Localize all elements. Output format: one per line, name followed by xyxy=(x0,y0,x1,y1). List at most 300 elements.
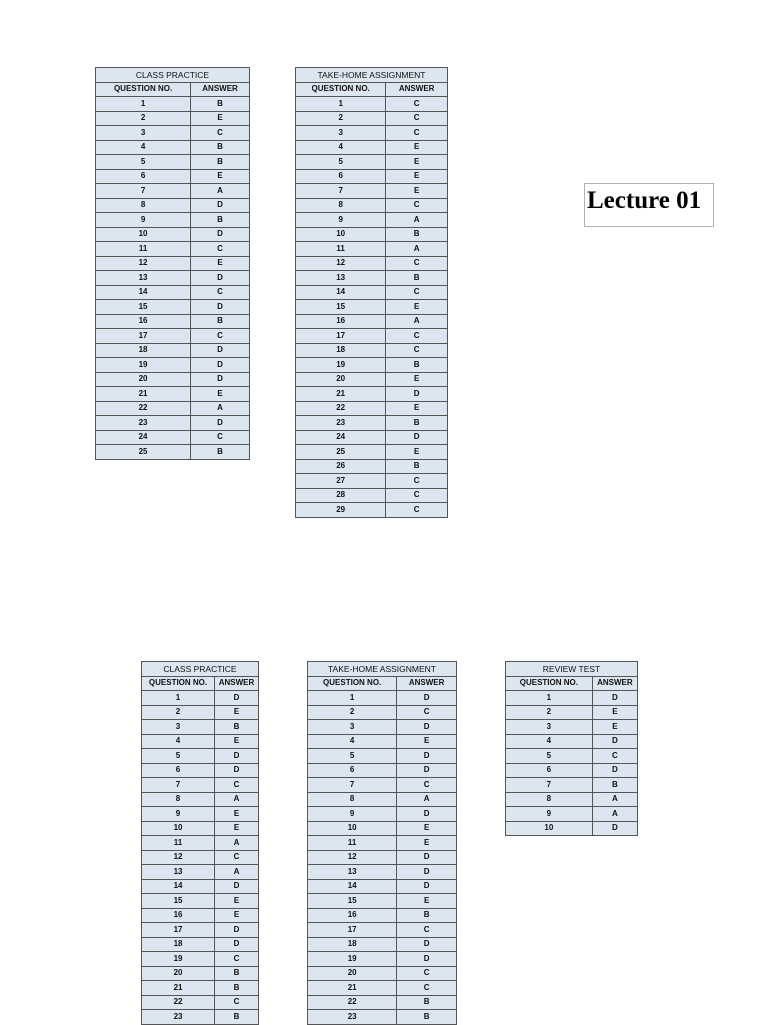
answer-cell: A xyxy=(215,865,259,880)
question-number: 18 xyxy=(308,937,397,952)
answer-cell: B xyxy=(386,227,448,242)
answer-cell: A xyxy=(191,401,250,416)
answer-cell: E xyxy=(386,445,448,460)
table-row xyxy=(142,705,259,720)
table-row xyxy=(96,242,250,257)
table-row xyxy=(308,1010,457,1025)
question-number: 22 xyxy=(308,995,397,1010)
question-number: 2 xyxy=(142,705,215,720)
answer-cell: C xyxy=(215,952,259,967)
table-row xyxy=(308,691,457,706)
question-number: 12 xyxy=(296,256,386,271)
table-row xyxy=(142,865,259,880)
table-row xyxy=(308,995,457,1010)
question-number: 20 xyxy=(96,372,191,387)
table-row xyxy=(308,821,457,836)
answer-cell: B xyxy=(386,416,448,431)
question-number: 1 xyxy=(506,691,593,706)
table-row xyxy=(308,836,457,851)
question-number: 26 xyxy=(296,459,386,474)
question-number: 13 xyxy=(296,271,386,286)
answer-cell: D xyxy=(191,343,250,358)
table-header-row xyxy=(506,676,638,691)
question-number: 4 xyxy=(308,734,397,749)
table-row xyxy=(142,879,259,894)
table-row xyxy=(96,401,250,416)
question-number: 7 xyxy=(506,778,593,793)
table-row xyxy=(506,763,638,778)
answer-cell: B xyxy=(592,778,637,793)
question-number: 6 xyxy=(296,169,386,184)
answer-cell: B xyxy=(191,155,250,170)
table-row xyxy=(296,358,448,373)
answer-cell: A xyxy=(191,184,250,199)
table-row xyxy=(96,256,250,271)
table-row xyxy=(96,285,250,300)
question-number: 2 xyxy=(96,111,191,126)
table-title: REVIEW TEST xyxy=(506,662,638,677)
table-title: CLASS PRACTICE xyxy=(142,662,259,677)
answer-cell: E xyxy=(191,387,250,402)
answer-cell: D xyxy=(191,198,250,213)
table-row xyxy=(96,416,250,431)
table-row xyxy=(296,445,448,460)
table-row xyxy=(296,488,448,503)
question-number: 9 xyxy=(506,807,593,822)
question-number: 1 xyxy=(308,691,397,706)
answer-cell: B xyxy=(191,140,250,155)
answer-cell: A xyxy=(397,792,457,807)
table-row xyxy=(96,198,250,213)
table-row xyxy=(308,763,457,778)
answer-cell: D xyxy=(397,763,457,778)
table-row xyxy=(142,908,259,923)
answer-cell: C xyxy=(215,995,259,1010)
answer-cell: B xyxy=(215,720,259,735)
answer-cell: C xyxy=(386,126,448,141)
answer-cell: D xyxy=(397,691,457,706)
table-row xyxy=(296,97,448,112)
answer-cell: E xyxy=(191,169,250,184)
table-row xyxy=(142,734,259,749)
answer-cell: A xyxy=(215,836,259,851)
table-row xyxy=(296,314,448,329)
table-row xyxy=(296,198,448,213)
table-row xyxy=(296,271,448,286)
table-row xyxy=(96,126,250,141)
table-row xyxy=(296,213,448,228)
table-row xyxy=(308,778,457,793)
question-number: 7 xyxy=(142,778,215,793)
table-row xyxy=(296,256,448,271)
question-number: 20 xyxy=(296,372,386,387)
answer-cell: E xyxy=(397,894,457,909)
question-number: 3 xyxy=(506,720,593,735)
answer-cell: B xyxy=(386,271,448,286)
answer-cell: D xyxy=(215,749,259,764)
question-number: 5 xyxy=(142,749,215,764)
table-row xyxy=(142,778,259,793)
answer-cell: D xyxy=(397,952,457,967)
question-number: 3 xyxy=(96,126,191,141)
table-header-row xyxy=(142,676,259,691)
table-row xyxy=(296,227,448,242)
question-number: 7 xyxy=(308,778,397,793)
table-row xyxy=(142,720,259,735)
table-row xyxy=(308,908,457,923)
question-number: 10 xyxy=(506,821,593,836)
question-no-header: QUESTION NO. xyxy=(96,82,191,97)
question-number: 6 xyxy=(96,169,191,184)
answer-cell: D xyxy=(215,937,259,952)
answer-cell: B xyxy=(215,1010,259,1025)
table-header-row xyxy=(96,82,250,97)
question-number: 5 xyxy=(96,155,191,170)
question-number: 17 xyxy=(296,329,386,344)
table-row xyxy=(142,952,259,967)
table-row xyxy=(142,894,259,909)
question-number: 17 xyxy=(96,329,191,344)
answer-cell: C xyxy=(386,488,448,503)
table-row xyxy=(296,430,448,445)
table-row xyxy=(96,140,250,155)
answer-cell: A xyxy=(386,213,448,228)
table-title: CLASS PRACTICE xyxy=(96,68,250,83)
answer-cell: A xyxy=(215,792,259,807)
answer-cell: B xyxy=(215,966,259,981)
question-number: 4 xyxy=(296,140,386,155)
table-row xyxy=(96,430,250,445)
answer-cell: E xyxy=(215,705,259,720)
answer-cell: D xyxy=(397,879,457,894)
answer-cell: E xyxy=(386,300,448,315)
question-number: 10 xyxy=(142,821,215,836)
table-row xyxy=(296,387,448,402)
answer-cell: C xyxy=(191,285,250,300)
table-row xyxy=(308,734,457,749)
answer-cell: E xyxy=(191,256,250,271)
question-number: 2 xyxy=(308,705,397,720)
question-number: 8 xyxy=(96,198,191,213)
question-number: 8 xyxy=(308,792,397,807)
question-number: 11 xyxy=(96,242,191,257)
table-row xyxy=(506,778,638,793)
table-row xyxy=(142,691,259,706)
table-row xyxy=(506,705,638,720)
table-row xyxy=(296,459,448,474)
question-number: 12 xyxy=(96,256,191,271)
table-row xyxy=(296,372,448,387)
answer-cell: E xyxy=(386,155,448,170)
table-row xyxy=(142,763,259,778)
table-row xyxy=(308,792,457,807)
answer-cell: A xyxy=(386,242,448,257)
question-number: 9 xyxy=(96,213,191,228)
answer-key-table xyxy=(141,661,259,1025)
question-number: 22 xyxy=(142,995,215,1010)
answer-cell: E xyxy=(191,111,250,126)
table-row xyxy=(96,343,250,358)
question-number: 1 xyxy=(142,691,215,706)
question-number: 13 xyxy=(308,865,397,880)
table-row xyxy=(296,140,448,155)
question-number: 15 xyxy=(96,300,191,315)
question-number: 4 xyxy=(142,734,215,749)
answer-cell: D xyxy=(215,879,259,894)
table-title: TAKE-HOME ASSIGNMENT xyxy=(296,68,448,83)
question-number: 1 xyxy=(296,97,386,112)
question-no-header: QUESTION NO. xyxy=(506,676,593,691)
answer-cell: C xyxy=(386,256,448,271)
answer-cell: C xyxy=(397,966,457,981)
question-number: 15 xyxy=(296,300,386,315)
table-row xyxy=(308,850,457,865)
question-number: 28 xyxy=(296,488,386,503)
answer-header: ANSWER xyxy=(592,676,637,691)
answer-cell: C xyxy=(386,285,448,300)
question-number: 21 xyxy=(296,387,386,402)
question-number: 23 xyxy=(96,416,191,431)
answer-cell: B xyxy=(191,213,250,228)
question-number: 20 xyxy=(308,966,397,981)
answer-cell: E xyxy=(386,184,448,199)
table-row xyxy=(308,720,457,735)
answer-cell: E xyxy=(215,734,259,749)
table-row xyxy=(296,126,448,141)
question-number: 6 xyxy=(308,763,397,778)
answer-cell: E xyxy=(215,807,259,822)
answer-cell: A xyxy=(386,314,448,329)
table-row xyxy=(308,749,457,764)
question-number: 14 xyxy=(96,285,191,300)
table-title-row xyxy=(296,68,448,83)
answer-cell: E xyxy=(592,705,637,720)
answer-cell: E xyxy=(386,372,448,387)
answer-cell: D xyxy=(191,271,250,286)
table-row xyxy=(96,169,250,184)
answer-key-table xyxy=(95,67,250,460)
table-row xyxy=(142,966,259,981)
answer-cell: A xyxy=(592,792,637,807)
table-row xyxy=(142,836,259,851)
table-row xyxy=(506,821,638,836)
table-row xyxy=(96,372,250,387)
answer-cell: B xyxy=(215,981,259,996)
question-number: 11 xyxy=(296,242,386,257)
answer-cell: D xyxy=(215,923,259,938)
question-number: 12 xyxy=(308,850,397,865)
answer-cell: D xyxy=(397,937,457,952)
table-row xyxy=(308,807,457,822)
table-row xyxy=(96,387,250,402)
answer-cell: E xyxy=(397,821,457,836)
question-number: 25 xyxy=(96,445,191,460)
table-title-row xyxy=(308,662,457,677)
table-row xyxy=(308,937,457,952)
question-number: 16 xyxy=(96,314,191,329)
answer-header: ANSWER xyxy=(386,82,448,97)
answer-cell: A xyxy=(592,807,637,822)
answer-cell: E xyxy=(397,836,457,851)
table-row xyxy=(96,184,250,199)
question-number: 23 xyxy=(142,1010,215,1025)
question-number: 22 xyxy=(96,401,191,416)
question-number: 10 xyxy=(308,821,397,836)
answer-cell: E xyxy=(215,894,259,909)
table-title: TAKE-HOME ASSIGNMENT xyxy=(308,662,457,677)
answer-cell: D xyxy=(215,763,259,778)
table-row xyxy=(296,416,448,431)
answer-cell: D xyxy=(386,430,448,445)
question-no-header: QUESTION NO. xyxy=(142,676,215,691)
question-number: 15 xyxy=(308,894,397,909)
question-number: 20 xyxy=(142,966,215,981)
answer-cell: C xyxy=(386,97,448,112)
table-row xyxy=(308,952,457,967)
answer-cell: B xyxy=(397,908,457,923)
question-number: 15 xyxy=(142,894,215,909)
table-row xyxy=(96,358,250,373)
table-row xyxy=(506,691,638,706)
answer-cell: C xyxy=(397,778,457,793)
table-row xyxy=(142,923,259,938)
question-number: 10 xyxy=(296,227,386,242)
question-number: 2 xyxy=(506,705,593,720)
question-number: 22 xyxy=(296,401,386,416)
answer-cell: E xyxy=(386,401,448,416)
answer-cell: D xyxy=(397,807,457,822)
table-row xyxy=(308,879,457,894)
answer-cell: B xyxy=(386,459,448,474)
table-row xyxy=(296,169,448,184)
question-number: 18 xyxy=(96,343,191,358)
table-title-row xyxy=(506,662,638,677)
table-row xyxy=(308,981,457,996)
question-number: 9 xyxy=(308,807,397,822)
table-row xyxy=(142,792,259,807)
table-row xyxy=(296,300,448,315)
table-row xyxy=(296,155,448,170)
answer-cell: C xyxy=(592,749,637,764)
answer-cell: C xyxy=(386,329,448,344)
table-row xyxy=(96,314,250,329)
answer-cell: D xyxy=(191,300,250,315)
answer-cell: B xyxy=(386,358,448,373)
question-number: 5 xyxy=(308,749,397,764)
question-number: 4 xyxy=(96,140,191,155)
table-row xyxy=(296,343,448,358)
table-row xyxy=(96,227,250,242)
question-no-header: QUESTION NO. xyxy=(296,82,386,97)
table-row xyxy=(142,749,259,764)
question-number: 14 xyxy=(296,285,386,300)
question-number: 16 xyxy=(308,908,397,923)
answer-cell: C xyxy=(191,329,250,344)
table-row xyxy=(142,981,259,996)
answer-cell: D xyxy=(592,734,637,749)
table-row xyxy=(506,720,638,735)
question-number: 9 xyxy=(142,807,215,822)
answer-cell: C xyxy=(386,474,448,489)
table-row xyxy=(506,749,638,764)
table-row xyxy=(506,734,638,749)
question-number: 6 xyxy=(142,763,215,778)
answer-cell: C xyxy=(397,923,457,938)
answer-cell: D xyxy=(592,821,637,836)
answer-cell: D xyxy=(386,387,448,402)
answer-cell: B xyxy=(397,1010,457,1025)
question-number: 17 xyxy=(308,923,397,938)
table-row xyxy=(96,445,250,460)
answer-cell: E xyxy=(592,720,637,735)
table-header-row xyxy=(296,82,448,97)
question-number: 7 xyxy=(296,184,386,199)
question-number: 23 xyxy=(296,416,386,431)
table-row xyxy=(96,329,250,344)
question-number: 24 xyxy=(296,430,386,445)
answer-cell: C xyxy=(386,111,448,126)
answer-cell: E xyxy=(397,734,457,749)
question-number: 8 xyxy=(506,792,593,807)
answer-cell: B xyxy=(191,314,250,329)
question-number: 8 xyxy=(296,198,386,213)
question-number: 5 xyxy=(506,749,593,764)
table-row xyxy=(142,937,259,952)
question-number: 8 xyxy=(142,792,215,807)
table-row xyxy=(96,271,250,286)
question-number: 19 xyxy=(142,952,215,967)
table-title-row xyxy=(142,662,259,677)
question-number: 5 xyxy=(296,155,386,170)
answer-key-table xyxy=(307,661,457,1025)
question-number: 11 xyxy=(308,836,397,851)
question-number: 21 xyxy=(308,981,397,996)
answer-header: ANSWER xyxy=(215,676,259,691)
answer-cell: C xyxy=(397,705,457,720)
table-row xyxy=(506,807,638,822)
table-row xyxy=(96,155,250,170)
answer-cell: D xyxy=(191,416,250,431)
answer-cell: C xyxy=(386,198,448,213)
question-number: 1 xyxy=(96,97,191,112)
answer-cell: E xyxy=(215,821,259,836)
question-number: 3 xyxy=(296,126,386,141)
answer-cell: C xyxy=(215,850,259,865)
question-number: 19 xyxy=(96,358,191,373)
answer-cell: D xyxy=(191,227,250,242)
answer-cell: C xyxy=(386,343,448,358)
answer-cell: D xyxy=(592,691,637,706)
question-number: 19 xyxy=(308,952,397,967)
table-row xyxy=(296,474,448,489)
question-number: 24 xyxy=(96,430,191,445)
answer-cell: B xyxy=(191,445,250,460)
question-number: 11 xyxy=(142,836,215,851)
table-row xyxy=(308,705,457,720)
question-number: 14 xyxy=(142,879,215,894)
question-number: 4 xyxy=(506,734,593,749)
table-row xyxy=(506,792,638,807)
table-row xyxy=(296,184,448,199)
question-number: 25 xyxy=(296,445,386,460)
question-number: 21 xyxy=(96,387,191,402)
table-row xyxy=(142,1010,259,1025)
answer-cell: C xyxy=(191,430,250,445)
question-number: 3 xyxy=(308,720,397,735)
question-number: 21 xyxy=(142,981,215,996)
table-header-row xyxy=(308,676,457,691)
question-number: 12 xyxy=(142,850,215,865)
